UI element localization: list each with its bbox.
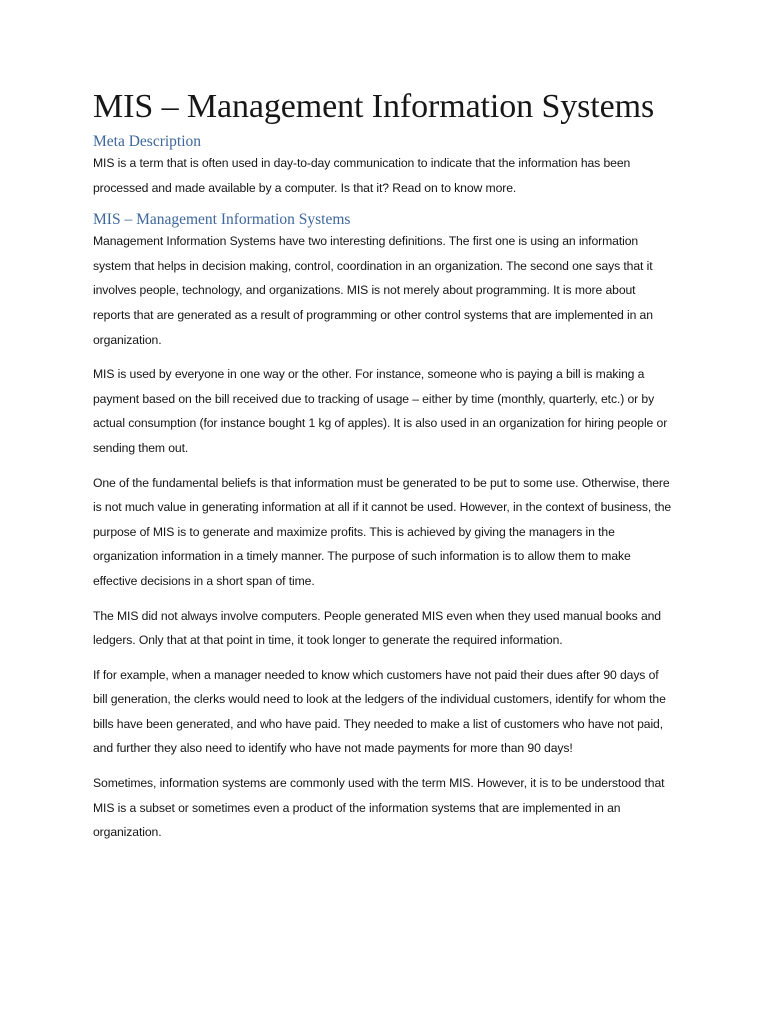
meta-description-text: MIS is a term that is often used in day-to-day communication to indicate that the information has been processed and made available by a computer. Is that it? Read on to know more. [93,156,631,195]
paragraph-1: Management Information Systems have two interesting definitions. The first one is using an information system that helps in decision making, control, coordination in an organization. The second one says that it involves people, technology, and organizations. MIS is not merely about programming. It is more about reports that are generated as a result of programming or other control systems that are implemented in an organization. [93,234,653,347]
meta-description-heading: Meta Description [93,133,202,150]
paragraph-2: MIS is used by everyone in one way or the other. For instance, someone who is paying a bill is making a payment based on the bill received due to tracking of usage – either by time (monthly, quarterly, etc.) or by actual consumption (for instance bought 1 kg of apples). It is also used in an organization for hiring people or sending them out. [93,367,668,455]
document-page [93,82,673,855]
document-title: MIS – Management Information Systems [93,88,655,125]
paragraph-6: Sometimes, information systems are commonly used with the term MIS. However, it is to be understood that MIS is a subset or sometimes even a product of the information systems that are implemented in an organization. [93,776,665,840]
paragraph-4: The MIS did not always involve computers. People generated MIS even when they used manual books and ledgers. Only that at that point in time, it took longer to generate the required information. [93,608,661,648]
paragraph-5: If for example, when a manager needed to know which customers have not paid their dues after 90 days of bill generation, the clerks would need to look at the ledgers of the individual customers, identify for whom the bills have been generated, and who have paid. They needed to make a list of customers who have not paid, and further they also need to identify who have not made payments for more than 90 days! [93,667,666,756]
paragraph-3: One of the fundamental beliefs is that information must be generated to be put to some use. Otherwise, there is not much value in generating information at all if it cannot be used. However, in the context of business, the purpose of MIS is to generate and maximize profits. This is achieved by giving the managers in the organization information in a timely manner. The purpose of such information is to allow them to make effective decisions in a short span of time. [93,475,672,588]
section-heading: MIS – Management Information Systems [93,211,351,229]
